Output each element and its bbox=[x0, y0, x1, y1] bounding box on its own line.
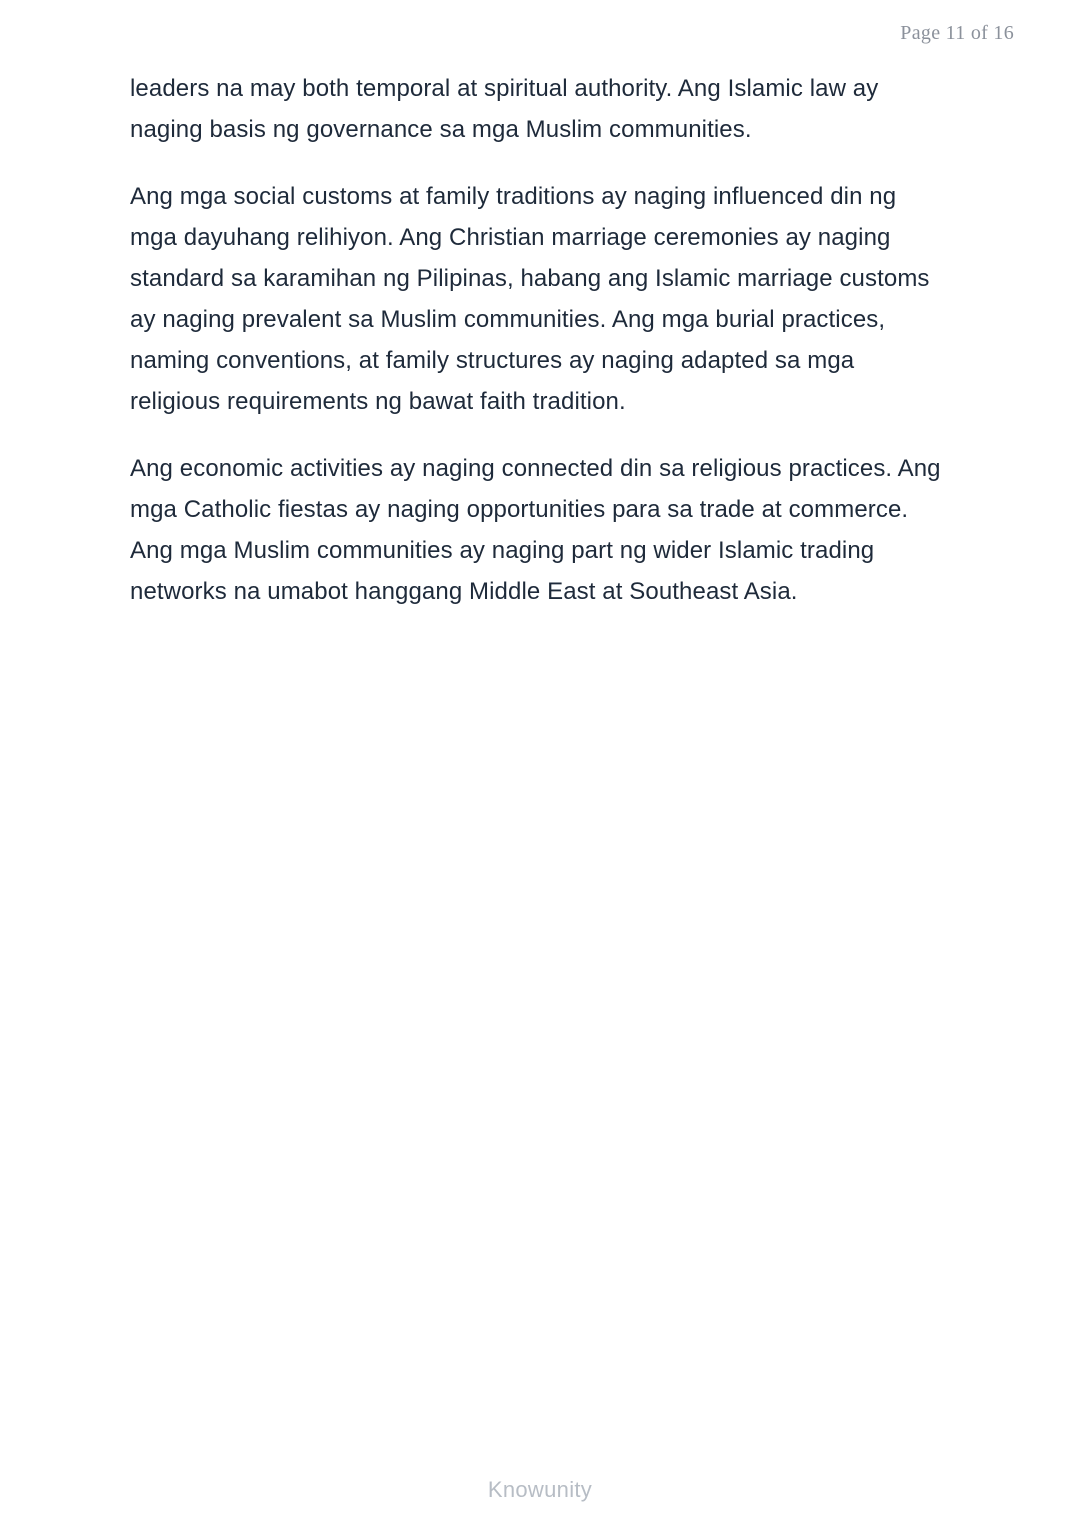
paragraph-islamic-law: leaders na may both temporal at spiritual authority. Ang Islamic law ay naging basis ng governance sa mga Muslim communities. bbox=[130, 75, 879, 143]
document-body bbox=[130, 68, 948, 638]
paragraph-social-customs: Ang mga social customs at family traditions ay naging influenced din ng mga dayuhang relihiyon. Ang Christian marriage ceremonies ay naging standard sa karamihan ng Pilipinas, habang ang Islamic marriage customs ay naging prevalent sa Muslim communities. Ang mga burial practices, naming conventions, at family structures ay naging adapted sa mga religious requirements ng bawat faith tradition. bbox=[130, 183, 930, 415]
footer-brand: Knowunity bbox=[487, 1477, 593, 1502]
paragraph-economic-activities: Ang economic activities ay naging connected din sa religious practices. Ang mga Catholic fiestas ay naging opportunities para sa trade at commerce. Ang mga Muslim communities ay naging part ng wider Islamic trading networks na umabot hanggang Middle East at Southeast Asia. bbox=[130, 455, 941, 605]
page-number-indicator: Page 11 of 16 bbox=[900, 22, 1014, 44]
